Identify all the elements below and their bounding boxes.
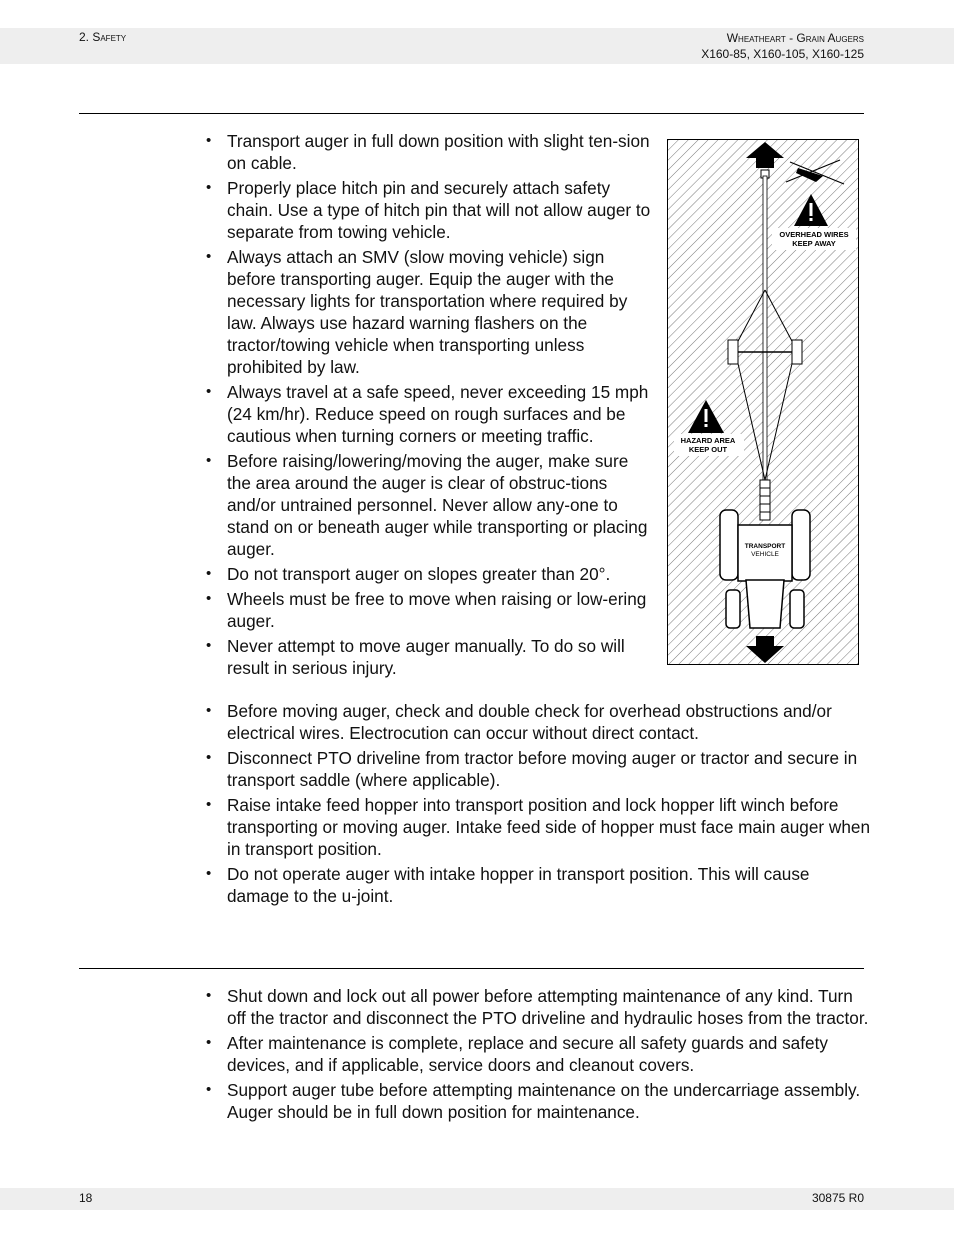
footer-band	[0, 1188, 954, 1210]
transport-list-wrapped	[206, 130, 656, 682]
product-title: Wheatheart - Grain Augers	[726, 31, 864, 45]
overhead-wires-label: OVERHEAD WIRES	[779, 230, 849, 239]
document-number: 30875 R0	[811, 1191, 864, 1205]
list-item: • After maintenance is complete, replace and secure all safety guards and safety devices, and if applicable, service doors and cleanout covers.	[206, 1032, 871, 1076]
list-item: • Always travel at a safe speed, never exceeding 15 mph (24 km/hr). Reduce speed on rough surfaces and be cautious when turning corners or meeting traffic.	[206, 381, 656, 447]
transport-vehicle-label: TRANSPORT	[744, 543, 786, 550]
transport-list-full	[206, 700, 871, 910]
list-item: • Wheels must be free to move when raising or low-ering auger.	[206, 588, 656, 632]
tractor-drawing	[720, 510, 810, 628]
list-item: • Support auger tube before attempting maintenance on the undercarriage assembly. Auger should be in full down position for maintenance.	[206, 1079, 871, 1123]
transport-vehicle-sublabel: VEHICLE	[751, 551, 779, 558]
hazard-area-label: HAZARD AREA	[680, 436, 736, 445]
transport-section-rule	[79, 113, 864, 114]
model-numbers: X160-85, X160-105, X160-125	[701, 47, 864, 61]
document-header	[701, 30, 864, 62]
overhead-keep-away-label: KEEP AWAY	[792, 239, 836, 248]
page-number: 18	[79, 1191, 93, 1205]
list-item: • Do not transport auger on slopes greater than 20°.	[206, 563, 656, 585]
transport-safety-figure	[667, 139, 859, 665]
list-item: • Before moving auger, check and double check for overhead obstructions and/or electrical wires. Electrocution can occur without direct contact.	[206, 700, 871, 744]
list-item: • Disconnect PTO driveline from tractor before moving auger or tractor and secure in transport saddle (where applicable).	[206, 747, 871, 791]
maintenance-section-rule	[79, 968, 864, 969]
list-item: • Always attach an SMV (slow moving vehicle) sign before transporting auger. Equip the auger with the necessary lights for transportation where required by law. Always use hazard warning flashers on the tractor/towing vehicle when transporting unless prohibited by law.	[206, 246, 656, 378]
list-item: • Never attempt to move auger manually. To do so will result in serious injury.	[206, 635, 656, 679]
maintenance-list	[206, 985, 871, 1126]
list-item: • Transport auger in full down position with slight ten-sion on cable.	[206, 130, 656, 174]
list-item: • Shut down and lock out all power before attempting maintenance of any kind. Turn off the tractor and disconnect the PTO driveline and hydraulic hoses from the tractor.	[206, 985, 871, 1029]
list-item: • Before raising/lowering/moving the auger, make sure the area around the auger is clear of obstruc-tions and/or untrained personnel. Never allow any-one to stand on or beneath auger while transporting or placing auger.	[206, 450, 656, 560]
section-label: 2. Safety	[79, 30, 127, 44]
hazard-keep-out-label: KEEP OUT	[688, 445, 728, 454]
list-item: • Do not operate auger with intake hopper in transport position. This will cause damage to the u-joint.	[206, 863, 871, 907]
list-item: • Raise intake feed hopper into transport position and lock hopper lift winch before transporting or moving auger. Intake feed side of hopper must face main auger when in transport position.	[206, 794, 871, 860]
list-item: • Properly place hitch pin and securely attach safety chain. Use a type of hitch pin that will not allow auger to separate from towing vehicle.	[206, 177, 656, 243]
